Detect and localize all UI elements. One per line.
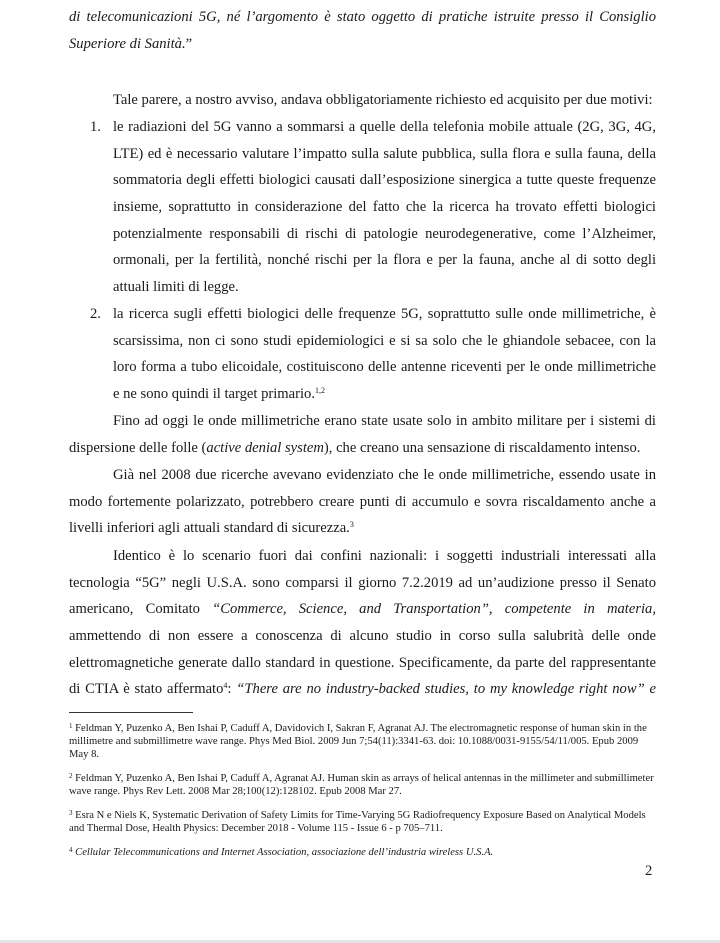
text: di CTIA è stato affermato (69, 681, 224, 698)
list-line: la ricerca sugli effetti biologici delle frequenze 5G, soprattutto sulle onde millimetriche, è (113, 305, 656, 322)
paragraph-line: elettromagnetiche generate dallo standard in questione. Specificamente, da parte del rappresentante (69, 654, 656, 671)
footnote-text: Cellular Telecommunications and Internet Association, associazione dell’industria wireless U.S.A. (75, 847, 494, 858)
intro-paragraph (113, 87, 656, 114)
footnote-1 (69, 722, 659, 761)
list-line: sommatoria degli effetti biologici causati dall’esposizione sinergica a tutte queste frequenze (113, 172, 656, 189)
italic-term: active denial system (206, 439, 324, 456)
list-item-1 (69, 114, 656, 301)
list-line: LTE) ed è necessario valutare l’impatto sulla salute pubblica, sulla flora e sulla fauna, della (113, 145, 656, 162)
paragraph-line: Già nel 2008 due ricerche avevano evidenziato che le onde millimetriche, essendo usate in (113, 467, 656, 483)
list-number: 1. (90, 119, 101, 135)
quote-line (69, 4, 656, 31)
list-line: scarsissima, non ci sono studi epidemiologici e si sa solo che le ghiandole sebacee, con la (113, 332, 656, 349)
italic-quote: “There are no industry-backed studies, to my knowledge right now” e (236, 681, 656, 698)
paragraph-line (69, 515, 656, 542)
list-line: loro forma a tubo elicoidale, costituiscono delle antenne riceventi per le onde millimetriche (113, 359, 656, 376)
list-line: le radiazioni del 5G vanno a sommarsi a quelle della telefonia mobile attuale (2G, 3G, 4G, (113, 119, 656, 135)
list-line: attuali limiti di legge. (113, 279, 239, 296)
quote-tail (69, 4, 656, 57)
list-number: 2. (90, 305, 101, 322)
quote-text: di telecomunicazioni 5G, né l’argomento è stato oggetto di pratiche istruite presso il Consiglio (69, 9, 656, 25)
paragraph-2008 (69, 462, 656, 542)
text: : (227, 681, 237, 698)
text: livelli inferiori agli attuali standard di sicurezza. (69, 520, 350, 537)
footnote-4 (69, 846, 659, 859)
closing-quote-mark: ” (185, 35, 193, 52)
list-item-2 (69, 301, 656, 408)
paragraph-line: Identico è lo scenario fuori dai confini nazionali: i soggetti industriali interessati alla (113, 548, 656, 564)
footnote-3 (69, 809, 659, 835)
list-line: insieme, soprattutto in considerazione del fatto che la ricerca ha trovato effetti biologici (113, 199, 656, 216)
footnote-ref[interactable]: 1,2 (314, 385, 325, 395)
list-line-text: e ne sono quindi il target primario. (113, 385, 315, 402)
paragraph-line (69, 676, 656, 703)
paragraph-line: tecnologia “5G” negli U.S.A. sono comparsi il giorno 7.2.2019 ad un’audizione presso il Senato (69, 574, 656, 591)
list-line (113, 381, 656, 408)
text: dispersione delle folle ( (69, 439, 207, 456)
paragraph-line (69, 596, 656, 623)
paragraph-line: Fino ad oggi le onde millimetriche erano state usate solo in ambito militare per i sistemi di (113, 413, 656, 429)
footnote-number: 4 (69, 846, 73, 854)
footnote-text: Esra N e Niels K, Systematic Derivation of Safety Limits for Time-Varying 5G Radiofrequency Exposure Based on Analytical Models and Thermal Dose, Health Physics: December 2018 - Volume 115 - Issue 6 - p 705–711. (69, 810, 646, 834)
list-line: potenzialmente responsabili di rischi di patologie neurodegenerative, come l’Alzheimer, (113, 225, 656, 242)
footnotes (69, 722, 659, 870)
paragraph-usa (69, 543, 656, 703)
footnote-ref[interactable]: 4 (223, 681, 228, 691)
footnote-2 (69, 772, 659, 798)
quote-line (69, 31, 656, 58)
footnote-text: Feldman Y, Puzenko A, Ben Ishai P, Caduff A, Davidovich I, Sakran F, Agranat AJ. The electromagnetic response of human skin in the millimetre and submillimetre wave range. Phys Med Biol. 2009 Jun 7;54(11):3341-63. doi: 10.1088/0031-9155/54/11/005. Epub 2009 May 8. (69, 723, 647, 760)
list-line: ormonali, per la fertilità, nonché rischi per la flora e per la fauna, anche al di sotto degli (113, 252, 656, 269)
paragraph-line (69, 435, 656, 462)
text: ), che creano una sensazione di riscaldamento intenso. (323, 439, 641, 456)
footnote-number: 2 (69, 772, 73, 780)
reasons-list (69, 114, 656, 408)
intro-text: Tale parere, a nostro avviso, andava obbligatoriamente richiesto ed acquisito per due motivi: (113, 92, 653, 108)
footnote-separator (69, 712, 193, 713)
footnote-ref[interactable]: 3 (349, 520, 354, 530)
quote-text: Superiore di Sanità. (69, 35, 186, 52)
footnote-number: 3 (69, 809, 73, 817)
text: americano, Comitato (69, 601, 213, 618)
footnote-text: Feldman Y, Puzenko A, Ben Ishai P, Caduff A, Agranat AJ. Human skin as arrays of helical antennas in the millimeter and submillimeter wave range. Phys Rev Lett. 2008 Mar 28;100(12):128102. Epub 2008 Mar 27. (69, 773, 654, 797)
paragraph-line: ammettendo di non essere a conoscenza di alcuno studio in corso sulla salubrità delle onde (69, 628, 656, 645)
paragraph-line: modo fortemente polarizzato, potrebbero creare punti di accumulo e sovra riscaldamento anche a (69, 493, 656, 510)
footnote-number: 1 (69, 722, 73, 730)
page-number: 2 (645, 863, 653, 879)
paragraph-military (69, 408, 656, 461)
italic-committee-name: “Commerce, Science, and Transportation”, competente in materia, (212, 601, 656, 618)
